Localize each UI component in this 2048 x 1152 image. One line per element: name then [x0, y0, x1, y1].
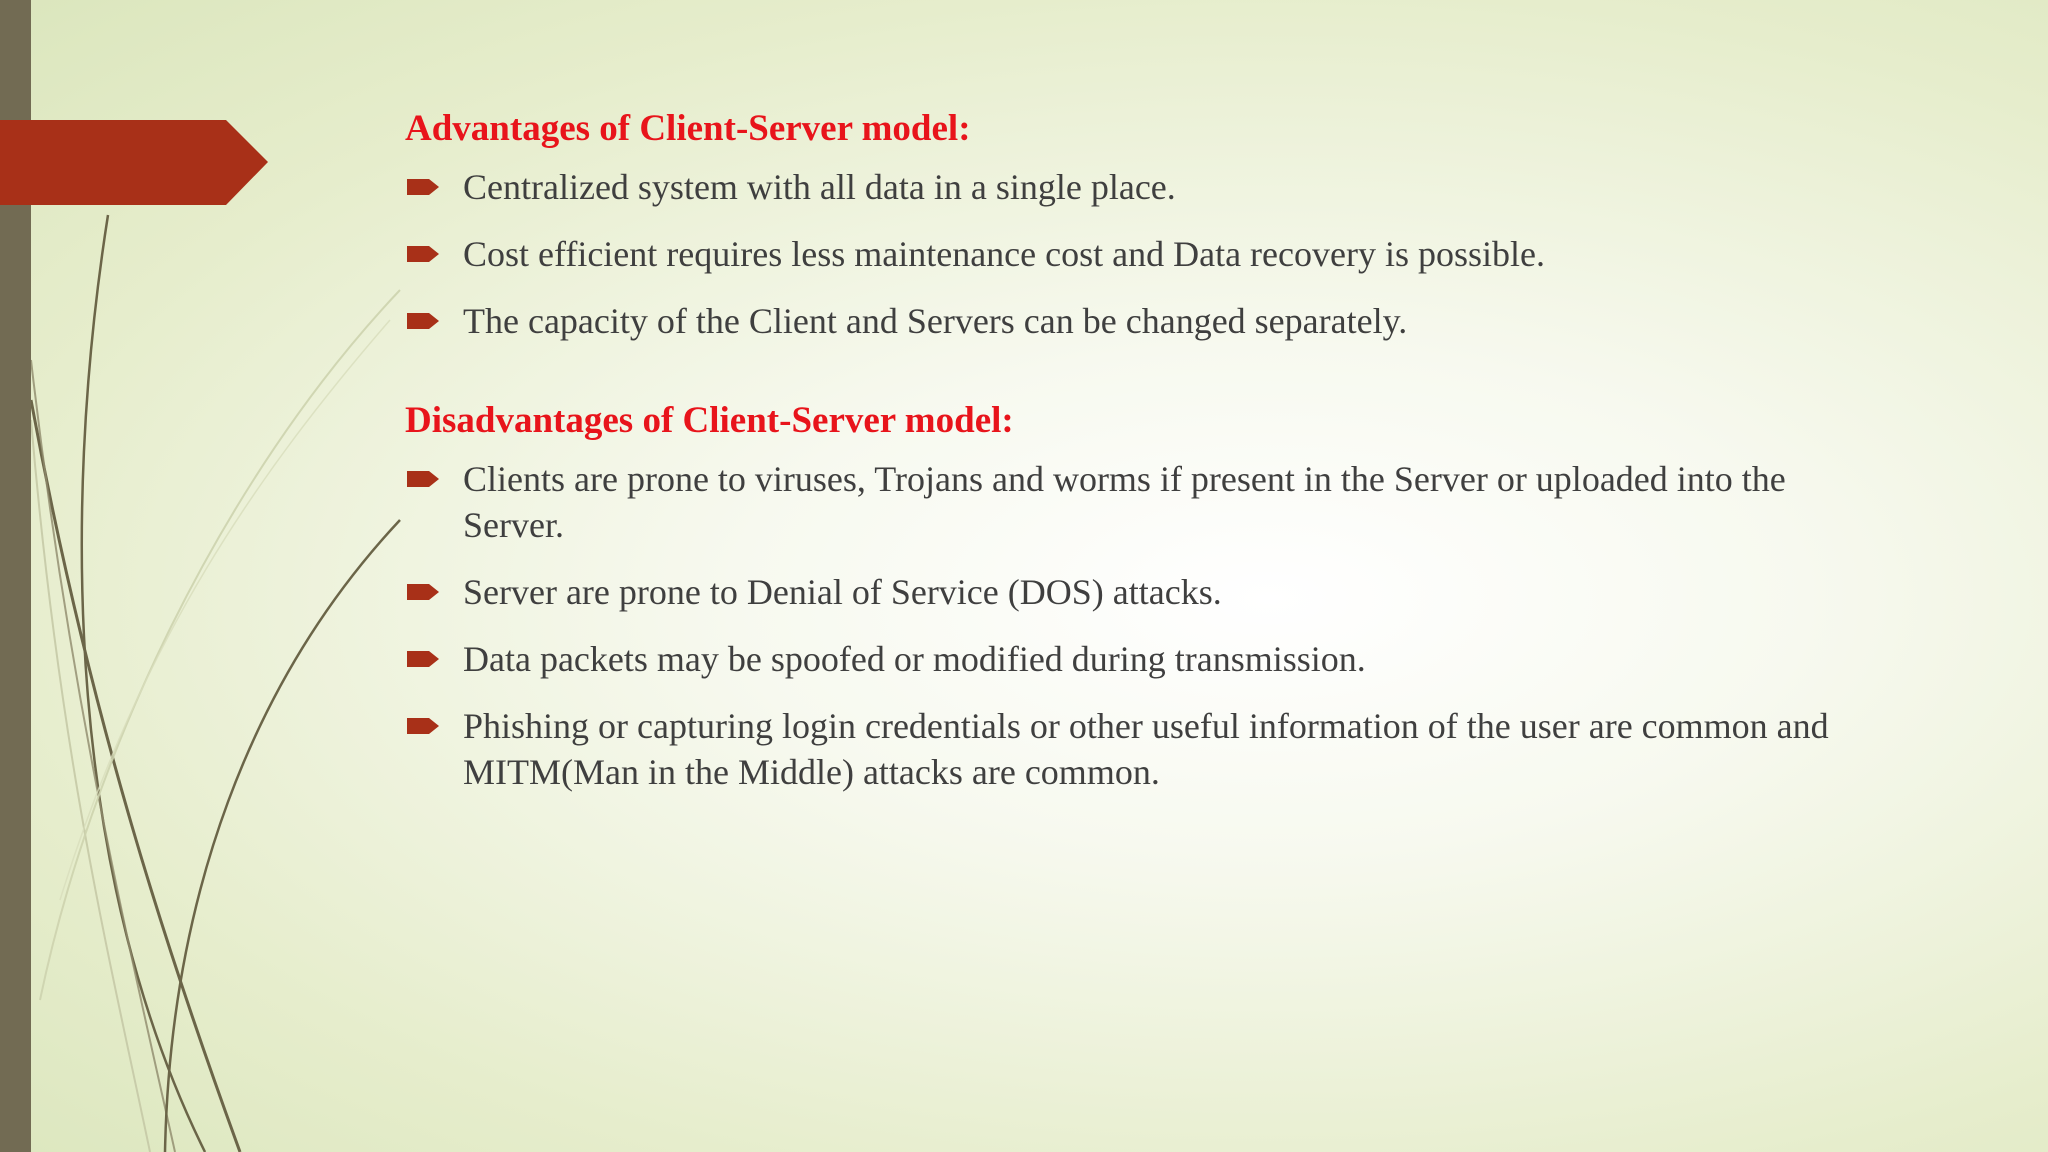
list-item-text: Centralized system with all data in a single place.	[463, 167, 1176, 207]
arrow-bullet-icon	[407, 581, 441, 603]
list-item-text: Phishing or capturing login credentials or other useful information of the user are common and MITM(Man in the Middle) attacks are common.	[463, 706, 1829, 792]
advantages-list	[405, 164, 1875, 344]
list-item-text: Data packets may be spoofed or modified during transmission.	[463, 639, 1366, 679]
arrow-bullet-icon	[407, 310, 441, 332]
arrow-bullet-icon	[407, 648, 441, 670]
slide-content	[405, 104, 1875, 816]
list-item-text: Cost efficient requires less maintenance cost and Data recovery is possible.	[463, 234, 1545, 274]
disadvantages-heading: Disadvantages of Client-Server model:	[405, 400, 1014, 441]
list-item	[405, 636, 1875, 682]
list-item	[405, 456, 1875, 548]
list-item	[405, 298, 1875, 344]
arrow-bullet-icon	[407, 468, 441, 490]
list-item-text: Server are prone to Denial of Service (DOS) attacks.	[463, 572, 1222, 612]
list-item	[405, 231, 1875, 277]
list-item	[405, 164, 1875, 210]
list-item	[405, 703, 1875, 795]
advantages-heading: Advantages of Client-Server model:	[405, 108, 971, 149]
arrow-bullet-icon	[407, 176, 441, 198]
red-arrow-tab	[0, 120, 268, 205]
list-item-text: The capacity of the Client and Servers can be changed separately.	[463, 301, 1408, 341]
disadvantages-list	[405, 456, 1875, 795]
arrow-bullet-icon	[407, 715, 441, 737]
arrow-bullet-icon	[407, 243, 441, 265]
list-item	[405, 569, 1875, 615]
list-item-text: Clients are prone to viruses, Trojans and worms if present in the Server or uploaded into the Server.	[463, 459, 1786, 545]
